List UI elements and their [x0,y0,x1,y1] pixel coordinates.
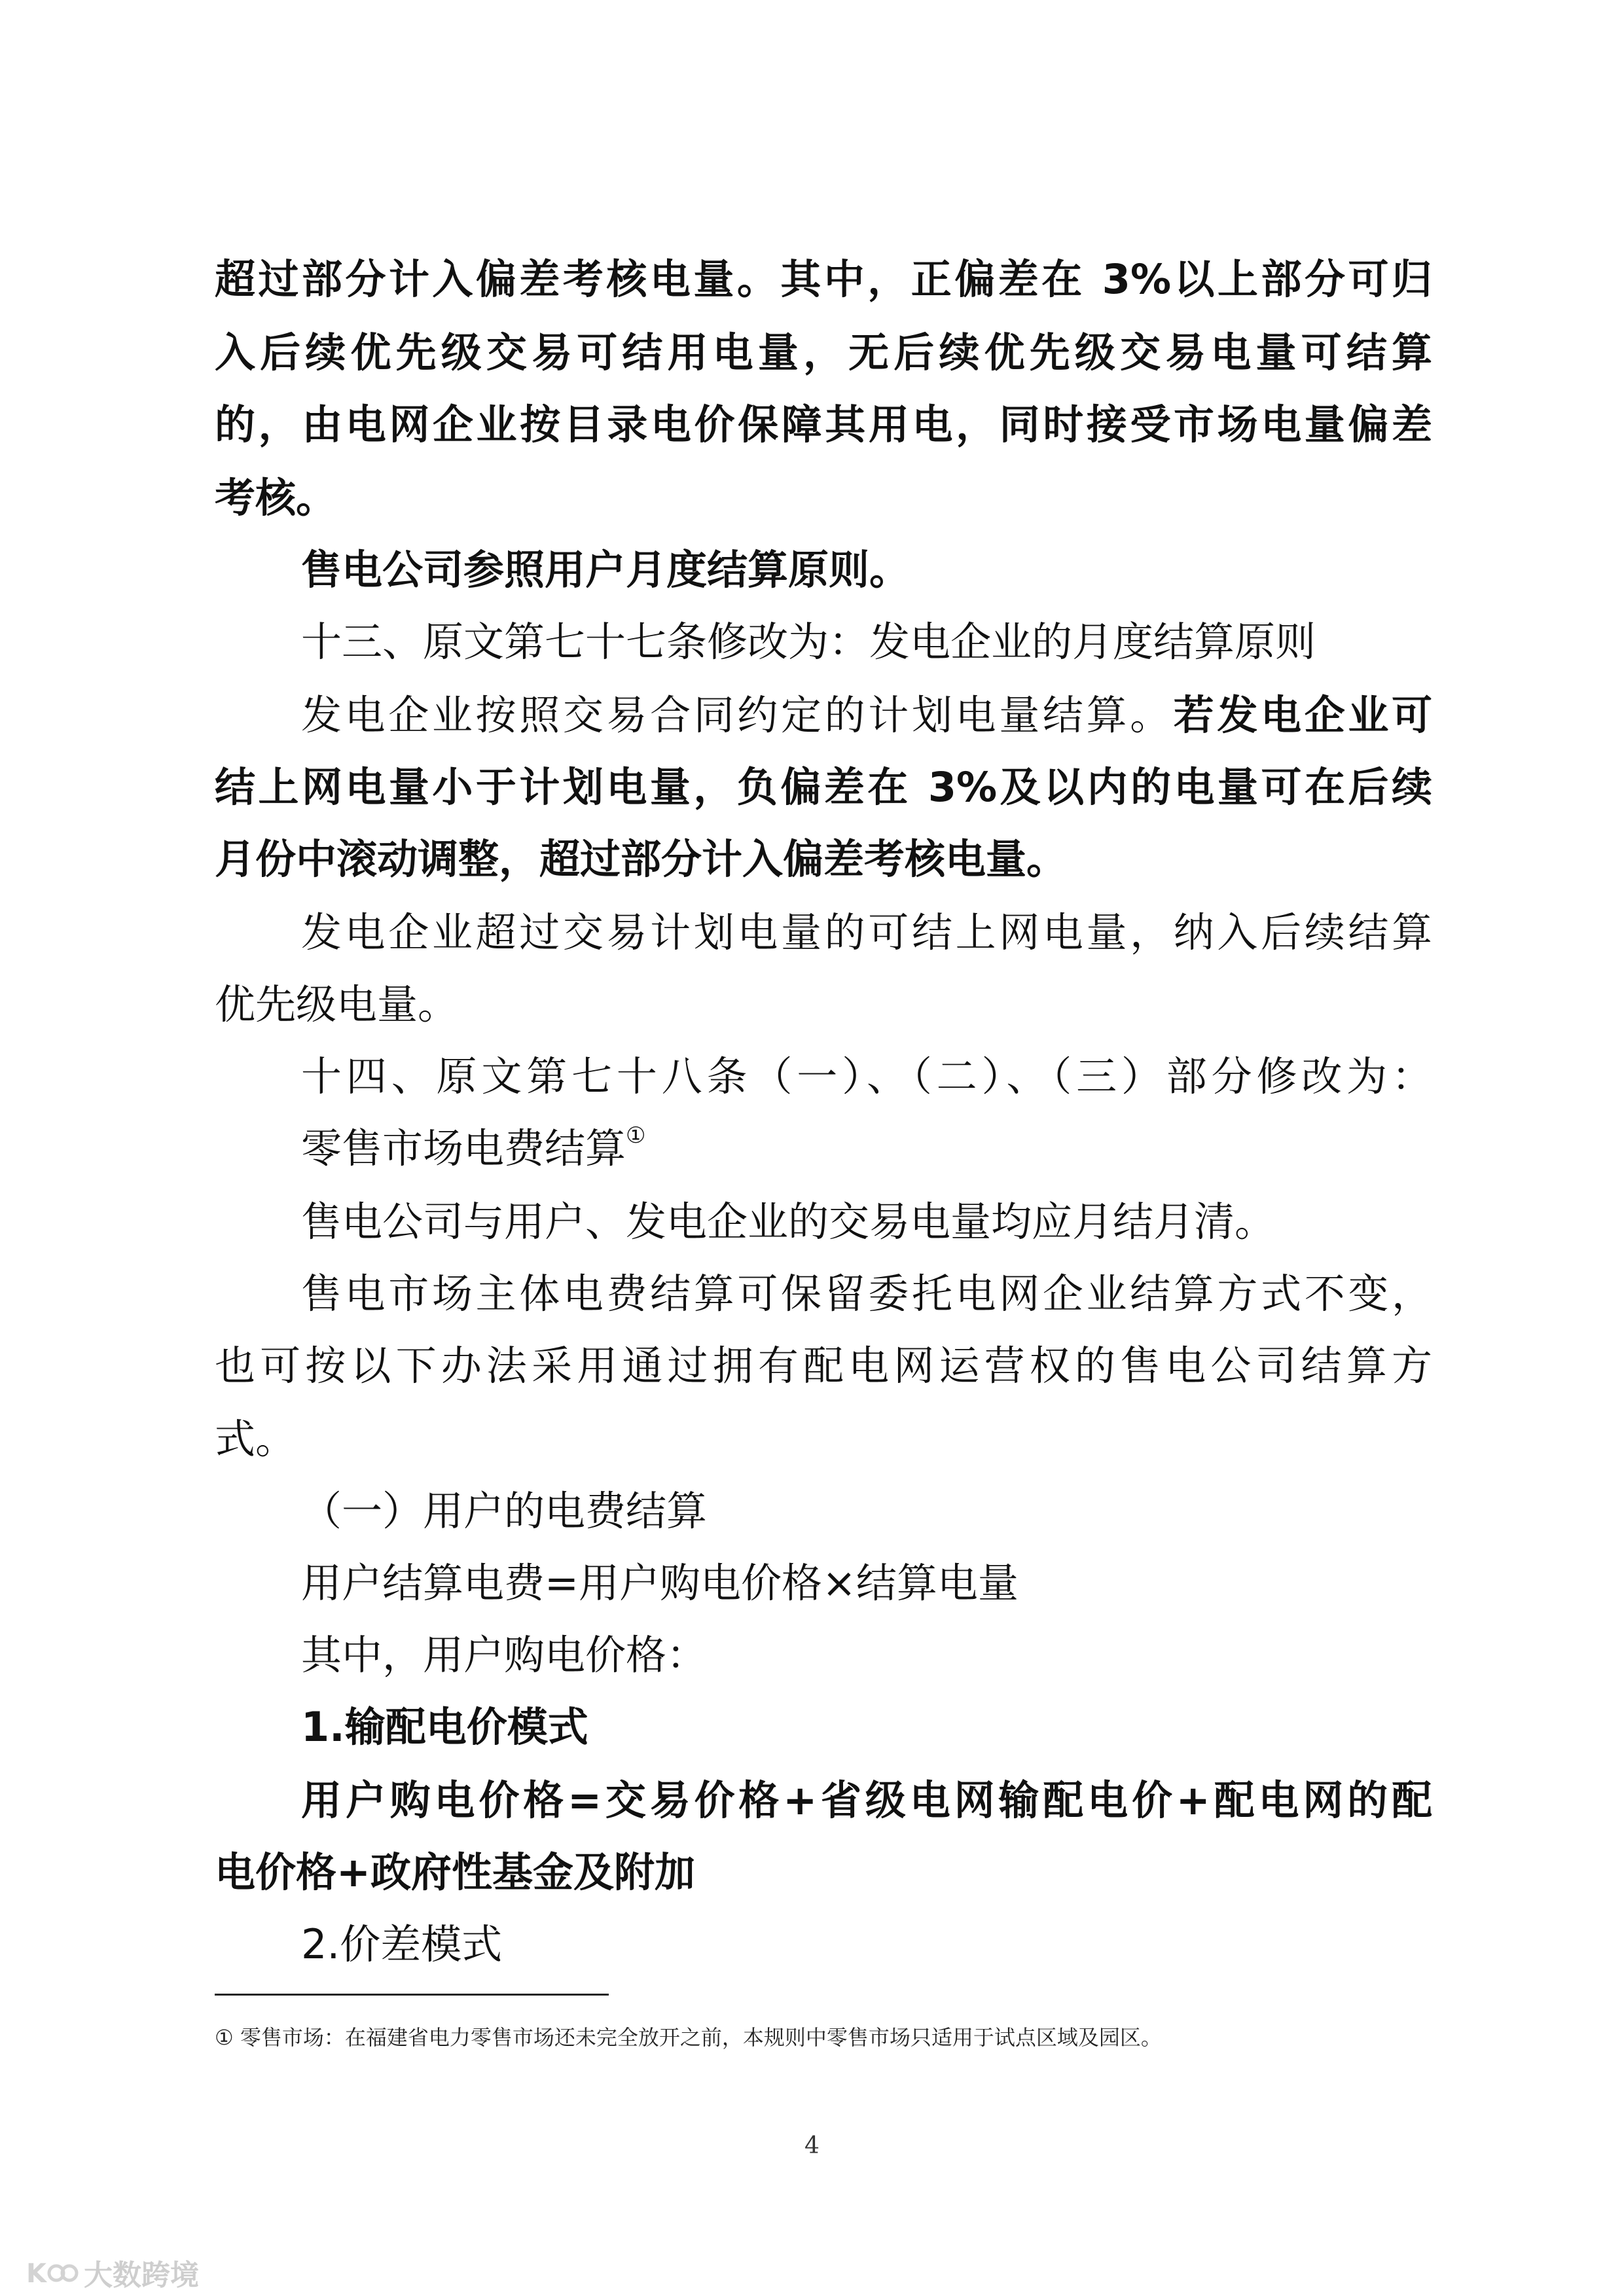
footnote: ① 零售市场：在福建省电力零售市场还未完全放开之前，本规则中零售市场只适用于试点区域及园区。 [215,2025,1162,2050]
watermark-text: 大数跨境 [84,2259,199,2292]
formula-purchase-price-1: 用户购电价格=交易价格+省级电网输配电价+配电网的配 [301,1776,1432,1824]
body-line-4: 考核。 [215,474,337,522]
page-number: 4 [804,2132,820,2159]
body-line-8: 结上网电量小于计划电量，负偏差在 3%及以内的电量可在后续 [215,763,1432,811]
body-line-2: 入后续优先级交易可结用电量，无后续优先级交易电量可结算 [215,329,1432,376]
body-line-20: 其中，用户购电价格： [301,1631,708,1679]
mode-2-heading: 2.价差模式 [301,1920,503,1968]
body-line-7-regular: 发电企业按照交易合同约定的计划电量结算。 [301,691,1174,739]
watermark-logo-icon [26,2256,79,2289]
body-line-14: 售电公司与用户、发电企业的交易电量均应月结月清。 [301,1198,1276,1246]
body-line-15: 售电市场主体电费结算可保留委托电网企业结算方式不变， [301,1270,1432,1318]
retail-settlement-title-text: 零售市场电费结算 [301,1124,626,1172]
footnote-divider [215,1994,609,1996]
article-13-heading: 十三、原文第七十七条修改为：发电企业的月度结算原则 [301,618,1316,666]
body-line-3: 的，由电网企业按目录电价保障其用电，同时接受市场电量偏差 [215,401,1432,448]
watermark [26,2251,199,2293]
body-line-9: 月份中滚动调整，超过部分计入偏差考核电量。 [215,835,1068,883]
section-1-heading: （一）用户的电费结算 [301,1487,708,1535]
article-14-heading: 十四、原文第七十八条（一）、（二）、（三）部分修改为： [301,1052,1432,1100]
formula-user-fee: 用户结算电费=用户购电价格×结算电量 [301,1559,1019,1607]
body-line-5: 售电公司参照用户月度结算原则。 [301,546,911,594]
body-line-17: 式。 [215,1415,297,1463]
mode-1-heading: 1.输配电价模式 [301,1703,588,1751]
footnote-marker[interactable]: ① [626,1122,646,1149]
body-line-7 [301,691,1432,739]
retail-settlement-title [301,1122,1432,1172]
svg-text:K: K [26,2259,46,2289]
body-line-11: 优先级电量。 [215,980,459,1028]
body-line-1: 超过部分计入偏差考核电量。其中，正偏差在 3%以上部分可归 [215,255,1432,303]
body-line-10: 发电企业超过交易计划电量的可结上网电量，纳入后续结算 [301,908,1432,956]
body-line-7-bold: 若发电企业可 [1173,691,1432,739]
formula-purchase-price-2: 电价格+政府性基金及附加 [215,1848,695,1896]
body-line-16: 也可按以下办法采用通过拥有配电网运营权的售电公司结算方 [215,1342,1432,1390]
